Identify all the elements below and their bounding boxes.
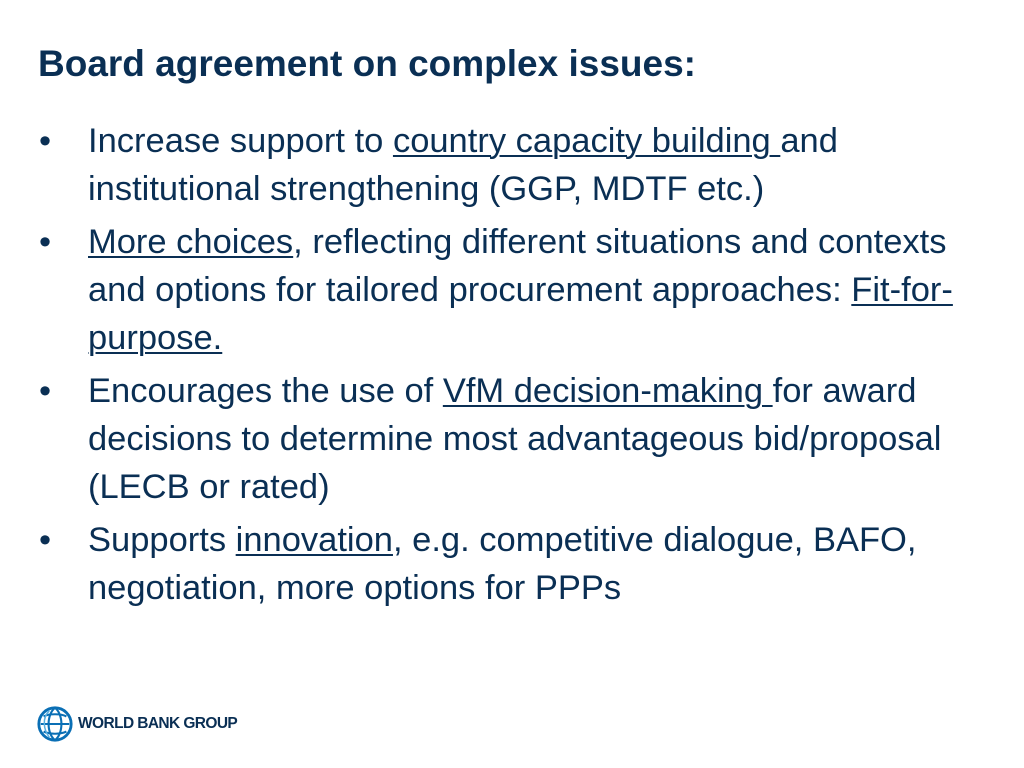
bullet-marker: •	[39, 372, 52, 410]
bullet-marker: •	[39, 521, 52, 559]
underlined-phrase: country capacity building	[392, 122, 781, 160]
bullet-item-capacity	[38, 117, 988, 213]
world-bank-group-logo	[36, 703, 237, 745]
underlined-phrase: More choices	[88, 223, 294, 261]
bullet-text: for award decisions to determine most advantageous bid/proposal (LECB or rated)	[88, 372, 942, 506]
underlined-phrase: VfM decision-making	[442, 372, 773, 410]
bullet-marker: •	[39, 223, 52, 261]
bullet-text: Supports	[88, 521, 236, 559]
bullet-marker: •	[39, 122, 52, 160]
bullet-item-choices	[38, 218, 988, 362]
slide-title: Board agreement on complex issues:	[38, 43, 696, 84]
bullet-text: and institutional strengthening (GGP, MDTF etc.)	[88, 122, 838, 208]
bullet-item-innovation	[38, 516, 988, 612]
logo-text: WORLD BANK GROUP	[78, 715, 238, 732]
bullet-text: , reflecting different situations and contexts and options for tailored procurement approaches:	[88, 223, 947, 309]
bullet-text: Increase support to	[88, 122, 393, 160]
underlined-phrase: innovation	[235, 521, 393, 559]
bullet-text: , e.g. competitive dialogue, BAFO, negotiation, more options for PPPs	[88, 521, 917, 607]
bullet-text: Encourages the use of	[88, 372, 443, 410]
bullet-item-vfm	[38, 367, 988, 511]
bullet-list	[38, 117, 988, 617]
globe-icon	[36, 705, 74, 743]
underlined-phrase: Fit-for-purpose.	[88, 271, 953, 357]
